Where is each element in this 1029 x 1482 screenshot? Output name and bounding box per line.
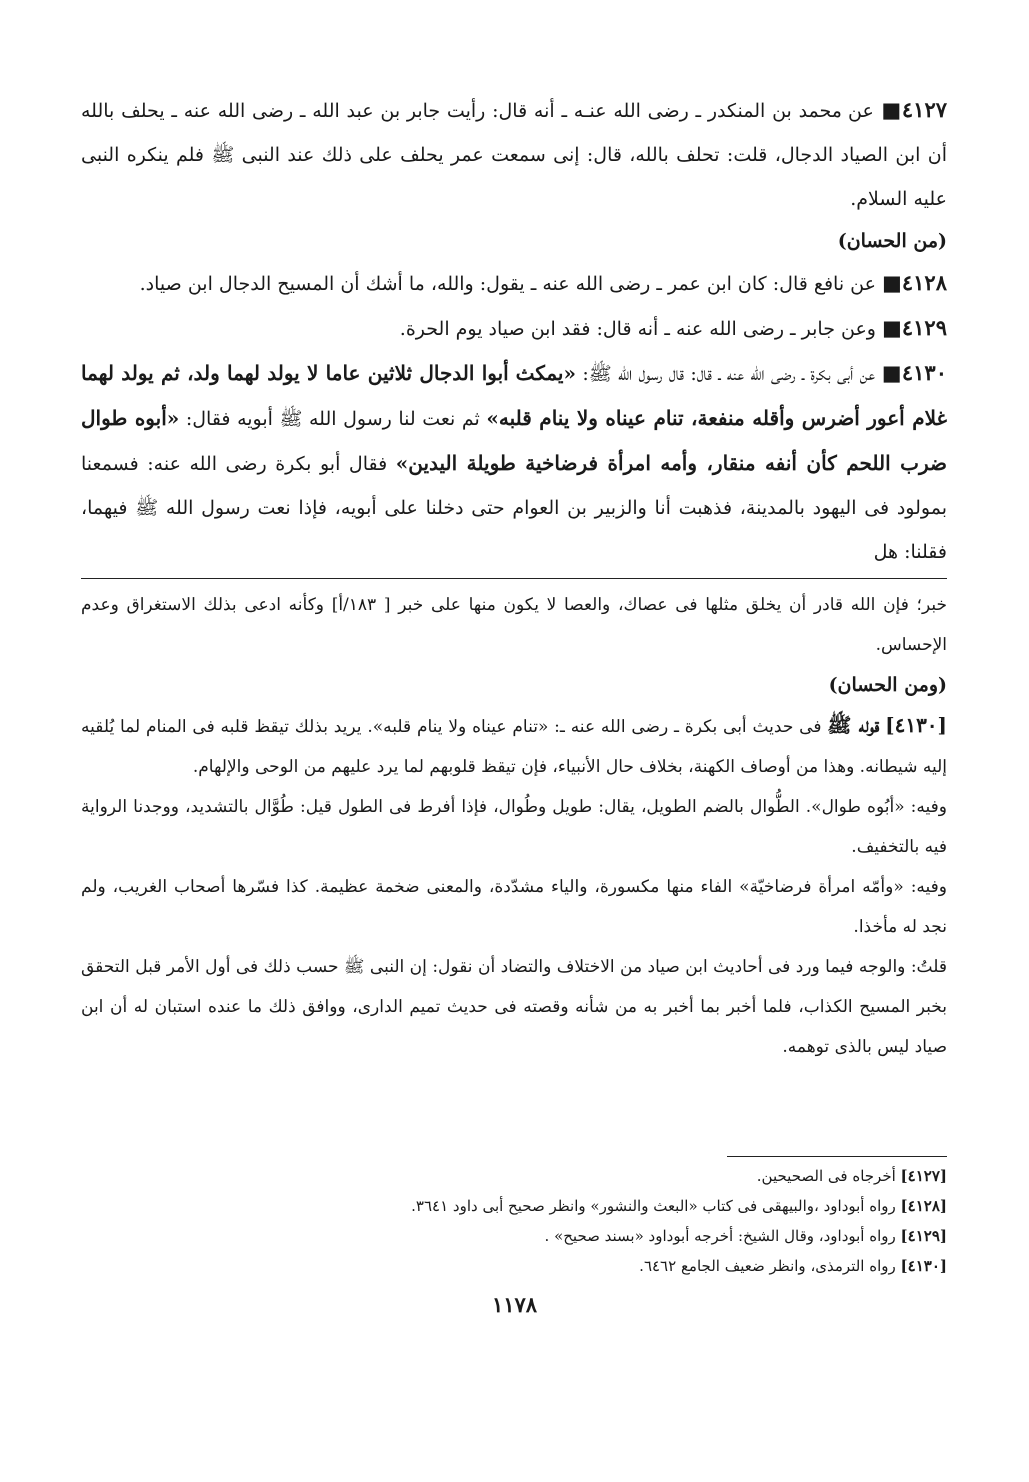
commentary-paragraph: وفيه: «أبُوه طوال». الطُّوال بالضم الطويل، يقال: طويل وطُوال، فإذا أفرط فى الطول قيل: طُوَّال بالتشديد، ووجدنا الرواية فيه بالتخفيف. <box>81 797 947 857</box>
hadith-4130: ٤١٣٠■ عن أبى بكرة ـ رضى الله عنه ـ قال: قال رسول الله ﷺ: «يمكث أبوا الدجال ثلاثين عاما لا يولد لهما ولد، ثم يولد لهما غلام أعور أضرس وأقله منفعة، تنام عيناه ولا ينام قلبه» ثم نعت لنا رسول الله ﷺ أبويه فقال: «أبوه طوال ضرب اللحم كأن أنفه منقار، وأمه امرأة فرضاخية طويلة اليدين» فقال أبو بكرة رضى الله عنه: فسمعنا بمولود فى اليهود بالمدينة، فذهبت أنا والزبير بن العوام حتى دخلنا على أبويه، فإذا نعت رسول الله ﷺ فيهما، فقلنا: هل <box>81 360 948 563</box>
hadith-text: عن نافع قال: كان ابن عمر ـ رضى الله عنه ـ يقول: والله، ما أشك أن المسيح الدجال ابن صياد. <box>139 273 876 295</box>
hadith-text: ثم نعت لنا رسول الله ﷺ أبويه فقال: <box>179 408 487 430</box>
main-text <box>81 88 947 1067</box>
footnote <box>81 1251 947 1281</box>
footnote-number: [٤١٢٨] <box>900 1197 947 1215</box>
footnote-rule <box>727 1156 947 1157</box>
footnote-text: رواه الترمذى، وانظر ضعيف الجامع ٦٤٦٢. <box>639 1257 896 1275</box>
footnotes <box>81 1156 947 1281</box>
footnote-text: رواه أبوداود، وقال الشيخ: أخرجه أبوداود «بسند صحيح» . <box>544 1227 896 1245</box>
hadith-text: وعن جابر ـ رضى الله عنه ـ أنه قال: فقد ابن صياد يوم الحرة. <box>399 318 876 340</box>
commentary-text: فى حديث أبى بكرة ـ رضى الله عنه ـ: «تنام عيناه ولا ينام قلبه». يريد بذلك تيقظ قلبه فى المنام لما يُلقيه إليه شيطانه. وهذا من أوصاف الكهنة، بخلاف حال الأنبياء، فإن تيقظ قلوبهم لما يرد عليهم من الوحى والإلهام. <box>81 717 947 777</box>
prophetic-saying: «أبوه طوال ضرب اللحم كأن أنفه منقار، وأمه امرأة فرضاخية طويلة اليدين» <box>81 406 948 475</box>
commentary-continuation: خبر؛ فإن الله قادر أن يخلق مثلها فى عصاك، والعصا لا يكون منها على خبر [ ١٨٣/أ] وكأنه ادعى بذلك الاستغراق وعدم الإحساس. <box>81 595 947 655</box>
footnote-number: [٤١٣٠] <box>900 1257 947 1275</box>
hadith-4128: ٤١٢٨■ عن نافع قال: كان ابن عمر ـ رضى الله عنه ـ يقول: والله، ما أشك أن المسيح الدجال ابن صياد. <box>139 270 947 295</box>
footnote <box>81 1191 947 1221</box>
commentary-number: [٤١٣٠] <box>885 713 948 737</box>
prophetic-saying: «يمكث أبوا الدجال ثلاثين عاما لا يولد لهما ولد، ثم يولد لهما غلام أعور أضرس وأقله منفعة، تنام عيناه ولا ينام قلبه» <box>81 361 947 430</box>
commentary-lemma: قوله ﷺ <box>827 713 880 737</box>
hadith-text: عن أبى بكرة ـ رضى الله عنه ـ قال: قال رسول الله ﷺ: <box>576 363 876 385</box>
footnote <box>81 1161 947 1191</box>
hadith-number: ٤١٢٨ <box>901 270 947 295</box>
section-heading: (من الحسان) <box>837 230 947 252</box>
hadith-4129: ٤١٢٩■ وعن جابر ـ رضى الله عنه ـ أنه قال: فقد ابن صياد يوم الحرة. <box>399 315 947 340</box>
footnote-text: أخرجاه فى الصحيحين. <box>756 1167 896 1185</box>
commentary-paragraph: قلتُ: والوجه فيما ورد فى أحاديث ابن صياد من الاختلاف والتضاد أن نقول: إن النبى ﷺ حسب ذلك فى أول الأمر قبل التحقق بخبر المسيح الكذاب، فلما أخبر بما أخبر به من شأنه وقصته فى حديث تميم الدارى، ووافق ذلك ما عنده استبان له أن ابن صياد ليس بالذى توهمه. <box>81 957 947 1057</box>
commentary-paragraph <box>81 705 947 787</box>
hadith-number: ٤١٣٠ <box>901 360 947 385</box>
commentary-heading: (ومن الحسان) <box>828 674 947 696</box>
hadith-text: فقال أبو بكرة رضى الله عنه: فسمعنا بمولود فى اليهود بالمدينة، فذهبت أنا والزبير بن العوام حتى دخلنا على أبويه، فإذا نعت رسول الله ﷺ فيهما، فقلنا: هل <box>81 453 947 563</box>
hadith-text: عن محمد بن المنكدر ـ رضى الله عنـه ـ أنه قال: رأيت جابر بن عبد الله ـ رضى الله عنه ـ يحلف بالله أن ابن الصياد الدجال، قلت: تحلف بالله، قال: إنى سمعت عمر يحلف على ذلك عند النبى ﷺ فلم ينكره النبى عليه السلام. <box>81 100 947 210</box>
footnote-number: [٤١٢٩] <box>900 1227 947 1245</box>
footnote-text: رواه أبوداود ،والبيهقى فى كتاب «البعث والنشور» وانظر صحيح أبى داود ٣٦٤١. <box>411 1197 896 1215</box>
hadith-number: ٤١٢٧ <box>901 97 948 122</box>
hadith-number: ٤١٢٩ <box>901 315 947 340</box>
commentary-paragraph: وفيه: «وأمّه امرأة فرضاخيّة» الفاء منها مكسورة، والياء مشدّدة، والمعنى ضخمة عظيمة. كذا فسّرها أصحاب الغريب، ولم نجد له مأخذا. <box>81 877 947 937</box>
footnote <box>81 1221 947 1251</box>
hadith-4127: ٤١٢٧■ عن محمد بن المنكدر ـ رضى الله عنـه ـ أنه قال: رأيت جابر بن عبد الله ـ رضى الله عنه ـ يحلف بالله أن ابن الصياد الدجال، قلت: تحلف بالله، قال: إنى سمعت عمر يحلف على ذلك عند النبى ﷺ فلم ينكره النبى عليه السلام. <box>81 97 948 210</box>
divider <box>81 578 947 579</box>
footnote-number: [٤١٢٧] <box>900 1167 947 1185</box>
page-number: ١١٧٨ <box>491 1292 538 1317</box>
